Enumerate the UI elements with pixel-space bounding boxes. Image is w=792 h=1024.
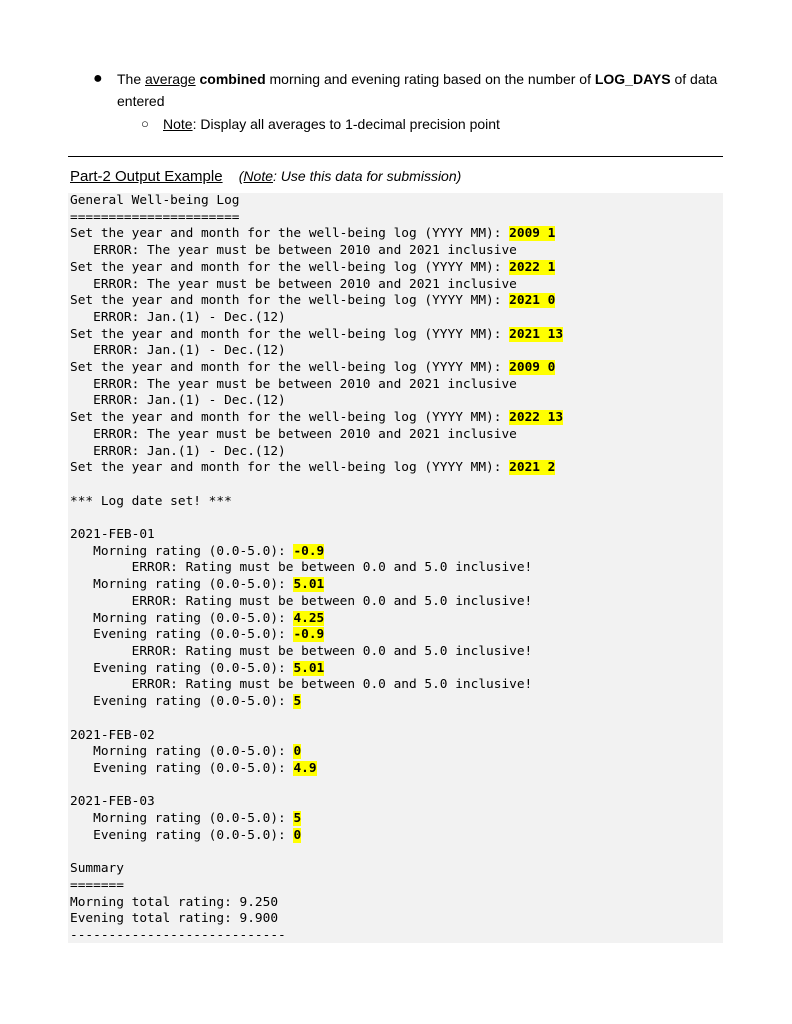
user-input-value: 2022 1 bbox=[509, 259, 556, 275]
console-line: ERROR: The year must be between 2010 and 2021 inclusive bbox=[70, 243, 517, 259]
console-line: General Well-being Log bbox=[70, 193, 240, 208]
user-input-value: 2009 1 bbox=[509, 226, 556, 242]
average-word: average bbox=[145, 71, 196, 87]
console-line: 2021-FEB-03 bbox=[70, 794, 155, 810]
horizontal-divider bbox=[68, 156, 723, 157]
user-input-value: 0 bbox=[293, 744, 302, 760]
sub-bullet-note: ○ Note: Display all averages to 1-decimal precision point bbox=[163, 113, 792, 135]
console-line: ERROR: Rating must be between 0.0 and 5.0 inclusive! bbox=[70, 677, 533, 693]
console-line: *** Log date set! *** bbox=[70, 493, 232, 509]
user-input-value: 2022 13 bbox=[509, 410, 564, 426]
console-line: 2021-FEB-02 bbox=[70, 727, 155, 743]
user-input-value: 2021 2 bbox=[509, 460, 556, 476]
console-line: ERROR: The year must be between 2010 and 2021 inclusive bbox=[70, 376, 517, 392]
section-heading bbox=[70, 165, 461, 188]
user-input-value: -0.9 bbox=[293, 627, 325, 643]
console-line: ERROR: Rating must be between 0.0 and 5.0 inclusive! bbox=[70, 643, 533, 659]
console-line: ERROR: Rating must be between 0.0 and 5.0 inclusive! bbox=[70, 560, 533, 576]
console-line: Evening rating (0.0-5.0): 4.9 bbox=[70, 760, 317, 776]
console-output-block bbox=[68, 193, 723, 943]
log-days-word: LOG_DAYS bbox=[594, 71, 671, 87]
bullet-average-combined: ● The average combined morning and evening rating based on the number of LOG_DAYS of data entered bbox=[93, 70, 718, 109]
console-line: 2021-FEB-01 bbox=[70, 527, 155, 543]
bullet-circle-icon: ○ bbox=[141, 116, 149, 131]
console-line: Morning rating (0.0-5.0): 5.01 bbox=[70, 577, 325, 593]
user-input-value: 5.01 bbox=[293, 660, 325, 676]
console-line: Evening rating (0.0-5.0): 5.01 bbox=[70, 660, 325, 676]
user-input-value: 2021 0 bbox=[509, 293, 556, 309]
console-line: ERROR: The year must be between 2010 and 2021 inclusive bbox=[70, 276, 517, 292]
bullet-dot-icon: ● bbox=[93, 70, 103, 87]
console-line: ====================== bbox=[70, 209, 240, 225]
console-line: ERROR: Jan.(1) - Dec.(12) bbox=[70, 443, 286, 459]
console-line: Set the year and month for the well-being log (YYYY MM): 2022 13 bbox=[70, 410, 564, 426]
requirements-list bbox=[0, 68, 792, 135]
console-line: Evening rating (0.0-5.0): 0 bbox=[70, 827, 302, 843]
user-input-value: 5.01 bbox=[293, 577, 325, 593]
console-line: Morning rating (0.0-5.0): 4.25 bbox=[70, 610, 325, 626]
user-input-value: 2021 13 bbox=[509, 326, 564, 342]
console-line: ERROR: The year must be between 2010 and 2021 inclusive bbox=[70, 426, 517, 442]
user-input-value: 4.9 bbox=[293, 760, 317, 776]
console-line: ======= bbox=[70, 877, 124, 893]
console-line: ERROR: Rating must be between 0.0 and 5.0 inclusive! bbox=[70, 593, 533, 609]
console-line: Morning rating (0.0-5.0): 0 bbox=[70, 744, 302, 760]
console-line: Set the year and month for the well-being log (YYYY MM): 2021 0 bbox=[70, 293, 556, 309]
combined-word: combined bbox=[199, 71, 266, 87]
console-output-text bbox=[68, 193, 723, 945]
user-input-value: -0.9 bbox=[293, 543, 325, 559]
console-line: Morning rating (0.0-5.0): -0.9 bbox=[70, 543, 325, 559]
console-line: ERROR: Jan.(1) - Dec.(12) bbox=[70, 343, 286, 359]
console-line: Evening total rating: 9.900 bbox=[70, 911, 279, 927]
user-input-value: 5 bbox=[293, 811, 302, 827]
console-line: Evening rating (0.0-5.0): -0.9 bbox=[70, 627, 325, 643]
console-line: Summary bbox=[70, 861, 124, 877]
console-line: Evening rating (0.0-5.0): 5 bbox=[70, 694, 302, 710]
console-line: Morning rating (0.0-5.0): 5 bbox=[70, 811, 302, 827]
user-input-value: 5 bbox=[293, 694, 302, 710]
console-line: Set the year and month for the well-being log (YYYY MM): 2009 0 bbox=[70, 360, 556, 376]
console-line: Set the year and month for the well-being log (YYYY MM): 2021 13 bbox=[70, 326, 564, 342]
console-line: Set the year and month for the well-being log (YYYY MM): 2009 1 bbox=[70, 226, 556, 242]
console-line: ERROR: Jan.(1) - Dec.(12) bbox=[70, 393, 286, 409]
section-title: Part-2 Output Example bbox=[70, 168, 223, 185]
console-line: Set the year and month for the well-being log (YYYY MM): 2022 1 bbox=[70, 259, 556, 275]
user-input-value: 0 bbox=[293, 827, 302, 843]
note-word: Note bbox=[163, 116, 193, 132]
console-line: Morning total rating: 9.250 bbox=[70, 894, 279, 910]
user-input-value: 4.25 bbox=[293, 610, 325, 626]
submission-note: (Note: Use this data for submission) bbox=[238, 168, 462, 184]
user-input-value: 2009 0 bbox=[509, 360, 556, 376]
console-line: ---------------------------- bbox=[70, 927, 286, 943]
console-line: ERROR: Jan.(1) - Dec.(12) bbox=[70, 309, 286, 325]
console-line: Set the year and month for the well-being log (YYYY MM): 2021 2 bbox=[70, 460, 556, 476]
